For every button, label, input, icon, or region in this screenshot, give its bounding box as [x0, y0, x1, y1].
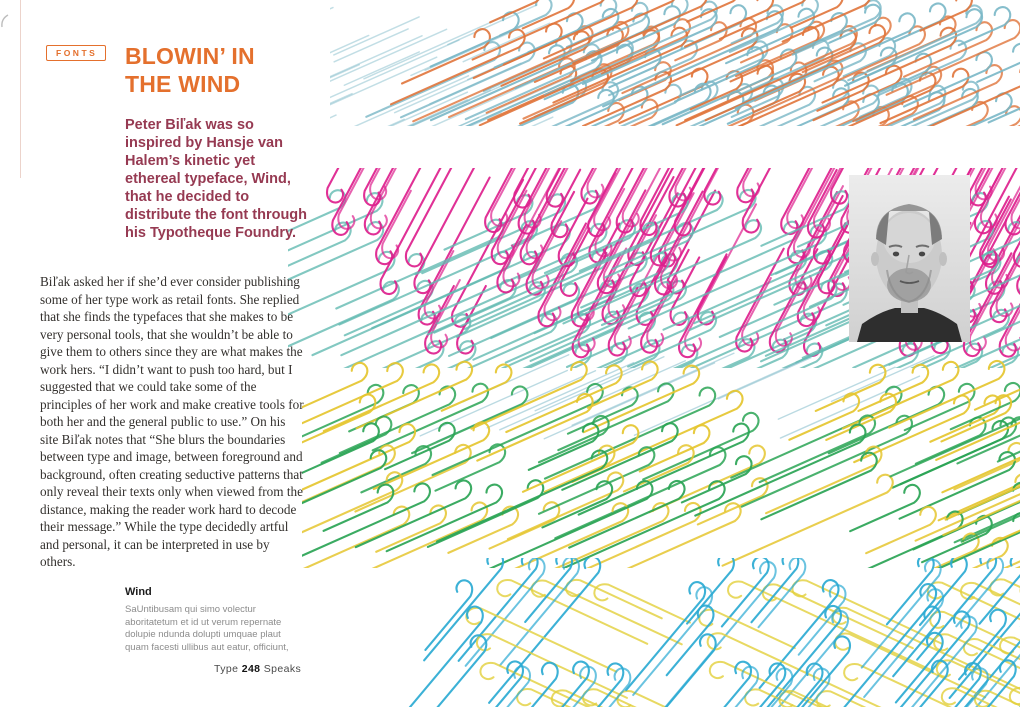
portrait-photo: [849, 175, 970, 342]
page-footer: [214, 663, 301, 675]
page-number: 248: [241, 663, 261, 675]
article-body: Biľak asked her if she’d ever consider publishing some of her type work as retail fonts. She replied that she finds the typefaces that she makes to be very personal tools, that she wouldn’t be able to give them to others since they are what makes the work hers. “I didn’t want to push too hard, but I suggested that we could take some of the principles of her work and make creative tools for both her and the general public to use.” On his site Biľak notes that “She blurs the boundaries between type and image, between foreground and background, often creating seductive patterns that only reveal their texts only when viewed from the distance, making the reader work hard to decode their message.” While the type decidedly artful and personal, it can be interpreted in use by others.: [40, 274, 304, 569]
page-edge-artifact: [0, 13, 9, 29]
wind-pattern-band-lower: [302, 352, 1020, 568]
wind-pattern-band-bottom: [368, 558, 1020, 707]
article-headline: BLOWIN’ IN THE WIND: [125, 43, 255, 97]
footer-book-title-left: Type: [214, 663, 239, 675]
caption-body: SaUntibusam qui simo volectur aboritatetum et id ut verum repernate dolupie ndunda dolupti umquae plaut quam facesti ullibus aut eatur, officiunt,: [125, 604, 289, 653]
image-caption: [125, 585, 301, 654]
wind-pattern-band-top: [330, 0, 1020, 126]
footer-book-title-right: Speaks: [263, 663, 302, 675]
caption-title: Wind: [125, 586, 152, 598]
section-tag: FONTS: [46, 45, 106, 61]
page-edge-line: [20, 0, 21, 178]
article-intro: Peter Biľak was so inspired by Hansje van Halem’s kinetic yet ethereal typeface, Wind, that he decided to distribute the font through his Typotheque Foundry.: [125, 117, 308, 241]
